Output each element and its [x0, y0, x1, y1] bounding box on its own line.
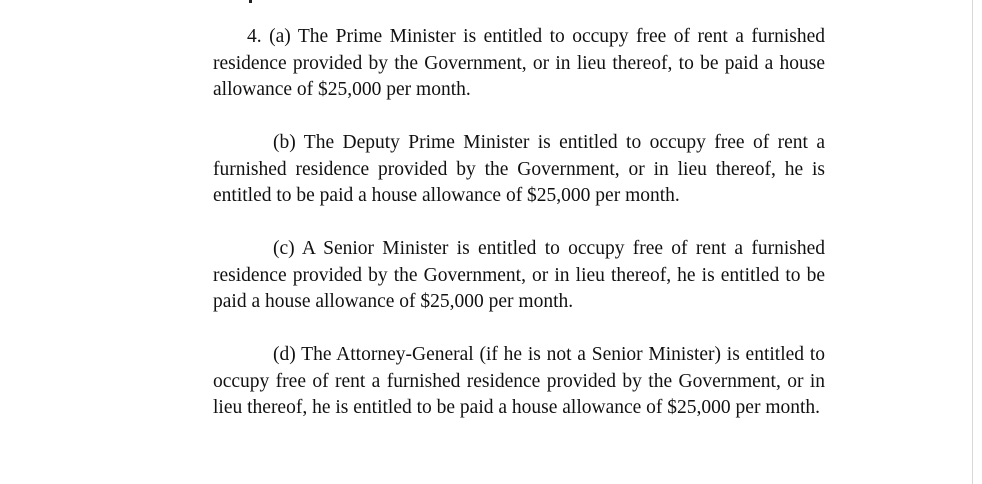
previous-text-fragment [249, 0, 252, 3]
paragraph-4b: (b) The Deputy Prime Minister is entitled to occupy free of rent a furnished residence provided by the Government, or in lieu thereof, he is entitled to be paid a house allowance of $25,000 per month. [213, 132, 825, 206]
document-body [213, 24, 825, 448]
paragraph-4c: (c) A Senior Minister is entitled to occupy free of rent a furnished residence provided by the Government, or in lieu thereof, he is entitled to be paid a house allowance of $25,000 per month. [213, 238, 825, 312]
paragraph-4d: (d) The Attorney-General (if he is not a Senior Minister) is entitled to occupy free of rent a furnished residence provided by the Government, or in lieu thereof, he is entitled to be paid a house allowance of $25,000 per month. [213, 344, 825, 418]
paragraph-4a: 4. (a) The Prime Minister is entitled to occupy free of rent a furnished residence provided by the Government, or in lieu thereof, to be paid a house allowance of $25,000 per month. [213, 26, 825, 100]
page-edge-divider [972, 0, 973, 484]
